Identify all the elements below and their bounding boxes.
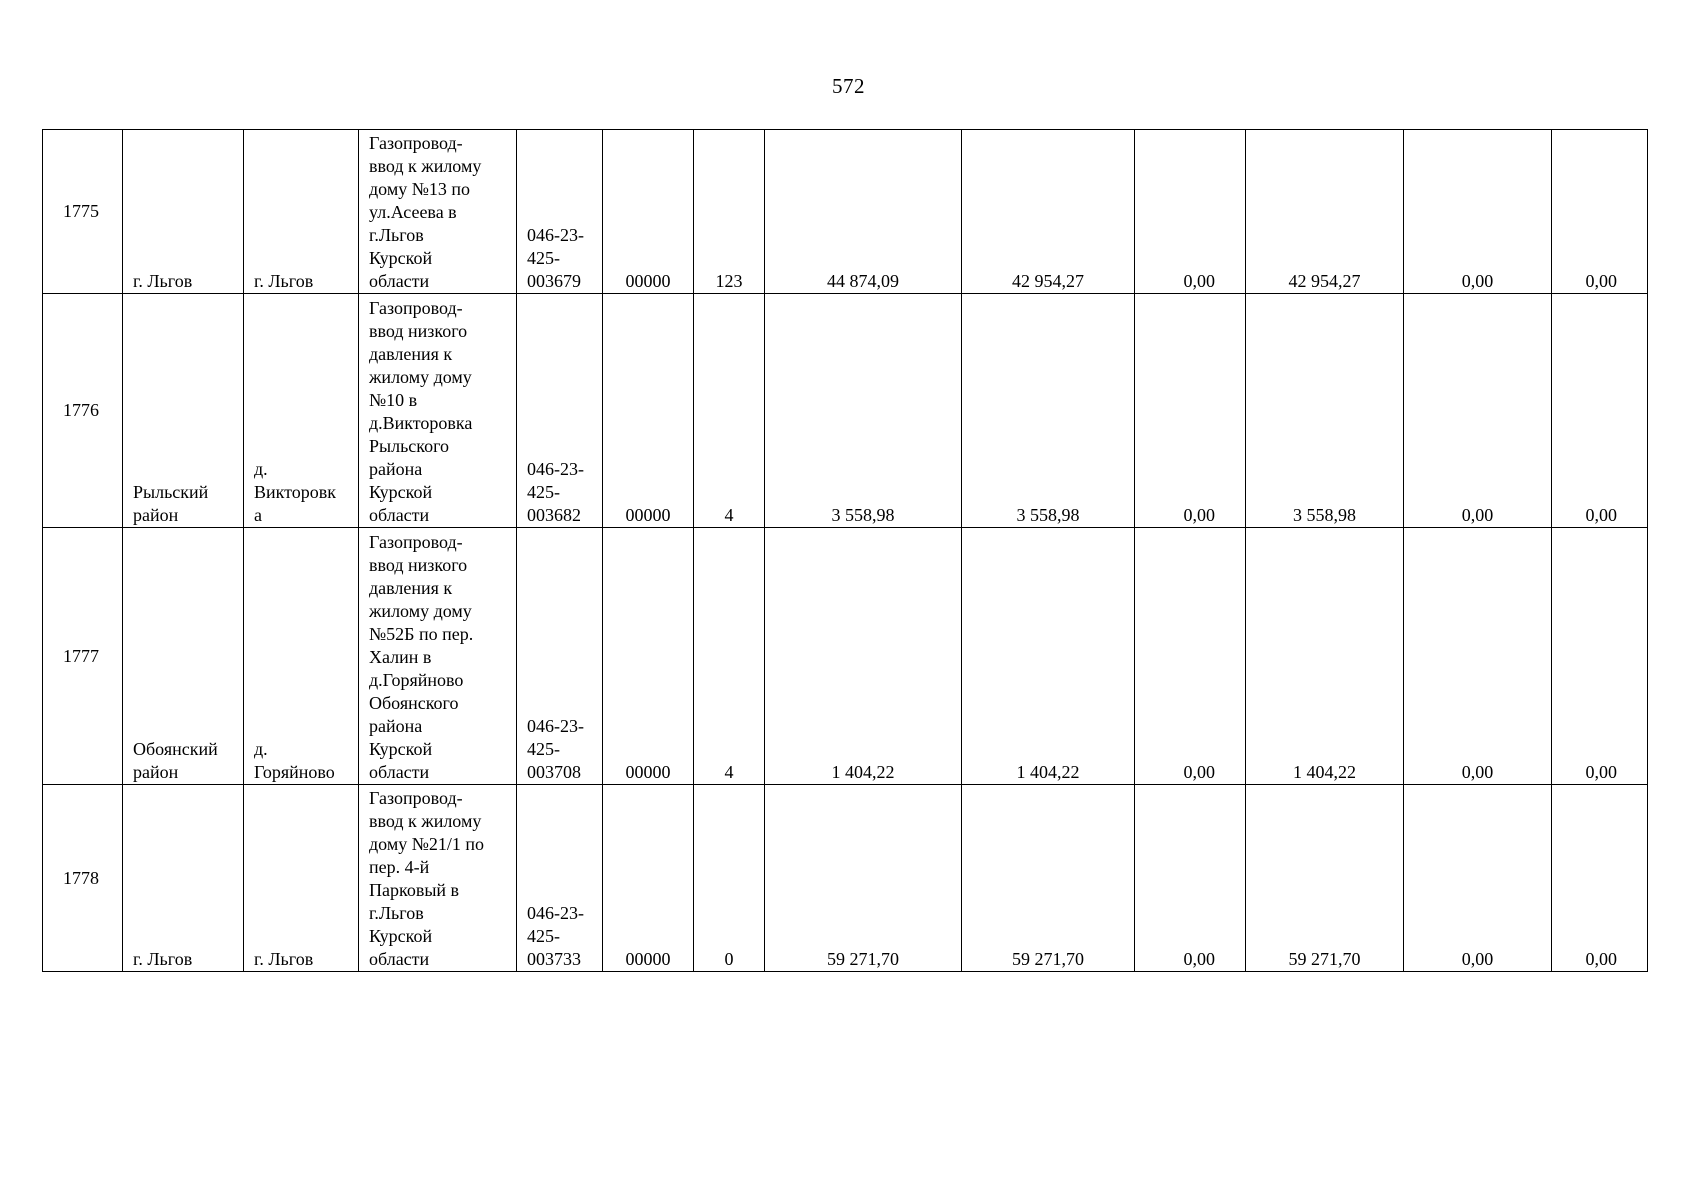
- district-cell: Обоянский район: [123, 528, 244, 785]
- object-name-cell: Газопровод- ввод к жилому дому №13 по ул.Асеева в г.Льгов Курской области: [359, 130, 517, 294]
- locality-cell: д. Горяйново: [244, 528, 359, 785]
- length-cell: 4: [694, 294, 765, 528]
- value-cell: 0,00: [1552, 130, 1648, 294]
- value-cell: 0,00: [1552, 294, 1648, 528]
- value-cell: 0,00: [1404, 130, 1552, 294]
- table-row: [43, 528, 1648, 785]
- cadastral-code-cell: 046-23- 425- 003682: [517, 294, 603, 528]
- locality-cell: д. Викторовк а: [244, 294, 359, 528]
- object-name-cell: Газопровод- ввод низкого давления к жилому дому №52Б по пер. Халин в д.Горяйново Обоянского района Курской области: [359, 528, 517, 785]
- row-number-cell: 1778: [43, 785, 123, 972]
- row-number-cell: 1775: [43, 130, 123, 294]
- value-cell: 0,00: [1552, 785, 1648, 972]
- district-cell: Рыльский район: [123, 294, 244, 528]
- object-name-cell: Газопровод- ввод низкого давления к жилому дому №10 в д.Викторовка Рыльского района Курской области: [359, 294, 517, 528]
- table-row: [43, 294, 1648, 528]
- residual-cost-cell: 42 954,27: [962, 130, 1135, 294]
- residual-cost-cell: 59 271,70: [962, 785, 1135, 972]
- value-cell: 0,00: [1404, 528, 1552, 785]
- locality-cell: г. Льгов: [244, 785, 359, 972]
- length-cell: 4: [694, 528, 765, 785]
- code-cell: 00000: [603, 528, 694, 785]
- initial-cost-cell: 44 874,09: [765, 130, 962, 294]
- cadastral-code-cell: 046-23- 425- 003679: [517, 130, 603, 294]
- initial-cost-cell: 1 404,22: [765, 528, 962, 785]
- code-cell: 00000: [603, 130, 694, 294]
- row-number-cell: 1777: [43, 528, 123, 785]
- value-cell: 0,00: [1404, 785, 1552, 972]
- residual-cost-cell: 1 404,22: [962, 528, 1135, 785]
- value-cell: 0,00: [1135, 785, 1246, 972]
- value-cell: 0,00: [1404, 294, 1552, 528]
- length-cell: 123: [694, 130, 765, 294]
- value-cell: 0,00: [1135, 528, 1246, 785]
- registry-table: [42, 129, 1648, 972]
- code-cell: 00000: [603, 785, 694, 972]
- value-cell: 59 271,70: [1246, 785, 1404, 972]
- cadastral-code-cell: 046-23- 425- 003733: [517, 785, 603, 972]
- value-cell: 0,00: [1135, 294, 1246, 528]
- residual-cost-cell: 3 558,98: [962, 294, 1135, 528]
- value-cell: 3 558,98: [1246, 294, 1404, 528]
- value-cell: 0,00: [1552, 528, 1648, 785]
- value-cell: 1 404,22: [1246, 528, 1404, 785]
- code-cell: 00000: [603, 294, 694, 528]
- locality-cell: г. Льгов: [244, 130, 359, 294]
- cadastral-code-cell: 046-23- 425- 003708: [517, 528, 603, 785]
- table-row: [43, 785, 1648, 972]
- district-cell: г. Льгов: [123, 130, 244, 294]
- district-cell: г. Льгов: [123, 785, 244, 972]
- row-number-cell: 1776: [43, 294, 123, 528]
- value-cell: 0,00: [1135, 130, 1246, 294]
- table-row: [43, 130, 1648, 294]
- value-cell: 42 954,27: [1246, 130, 1404, 294]
- page-number: 572: [832, 74, 865, 98]
- initial-cost-cell: 59 271,70: [765, 785, 962, 972]
- initial-cost-cell: 3 558,98: [765, 294, 962, 528]
- length-cell: 0: [694, 785, 765, 972]
- object-name-cell: Газопровод- ввод к жилому дому №21/1 по пер. 4-й Парковый в г.Льгов Курской области: [359, 785, 517, 972]
